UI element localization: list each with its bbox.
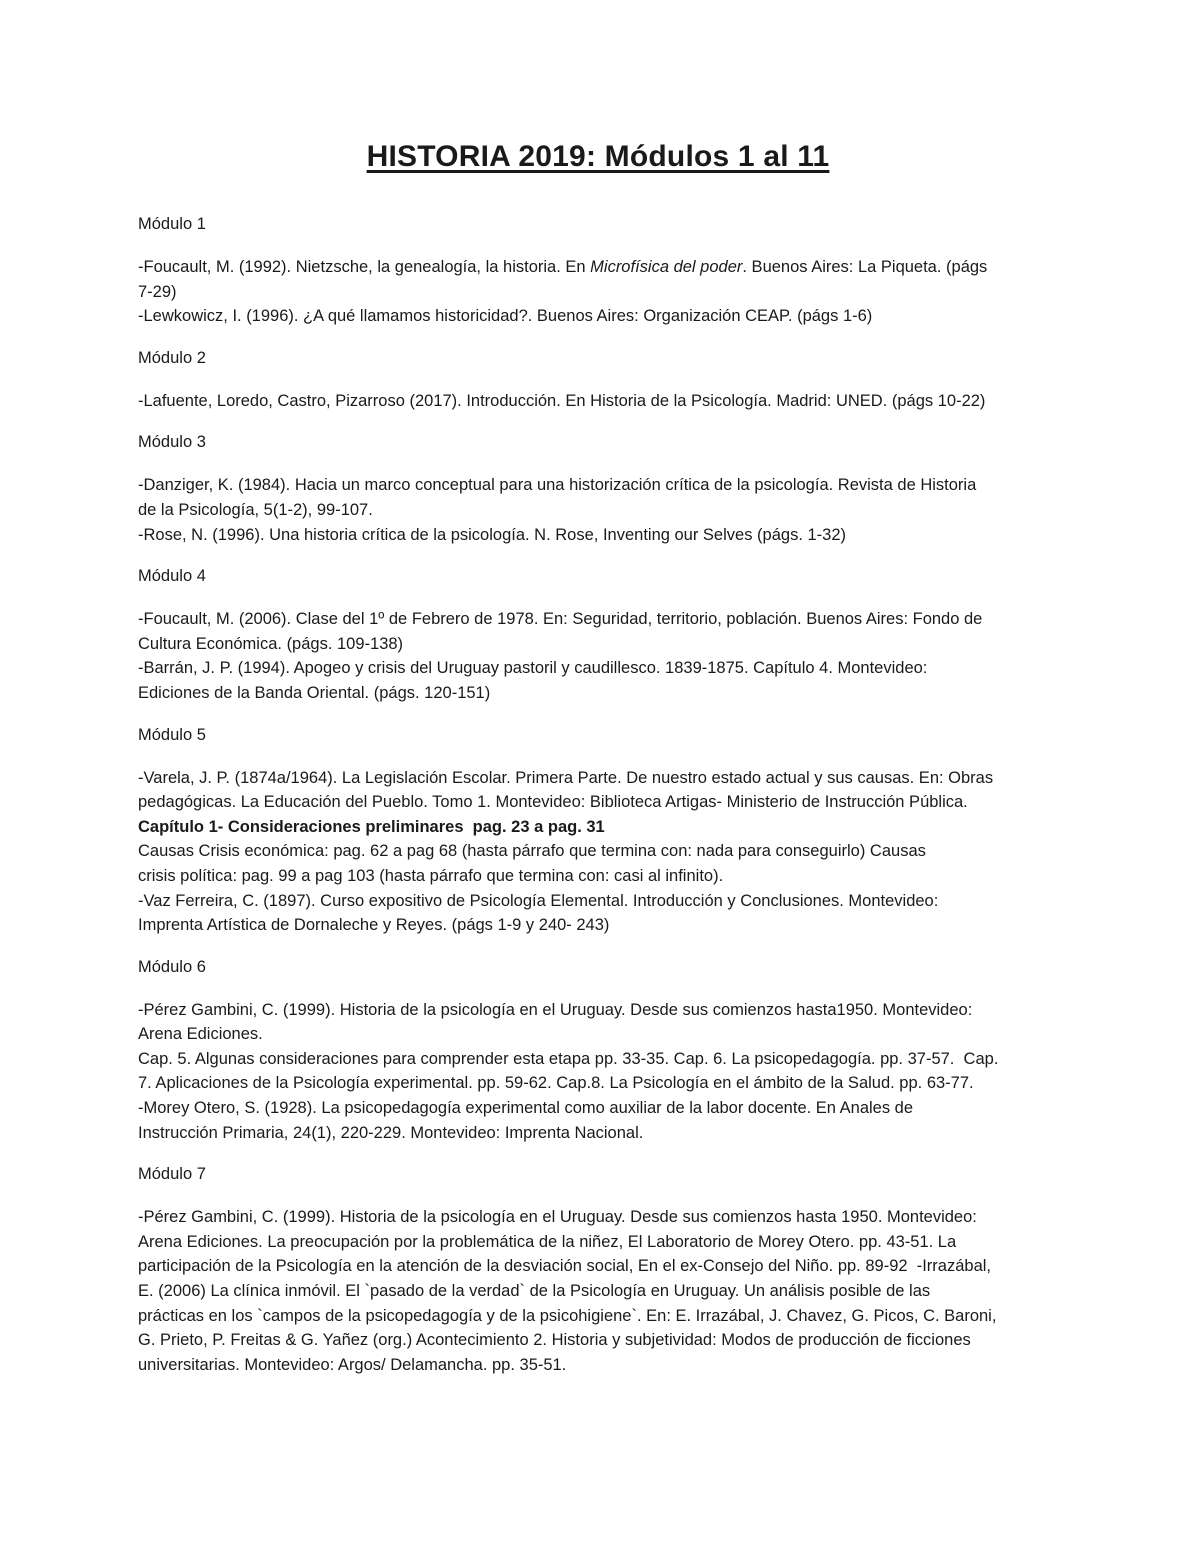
module-section <box>138 955 1058 1146</box>
reference-line <box>138 523 1058 548</box>
reference-text: -Vaz Ferreira, C. (1897). Curso expositivo de Psicología Elemental. Introducción y Conclusiones. Montevideo: <box>138 891 939 910</box>
reference-text: 7-29) <box>138 282 177 301</box>
reference-line <box>138 1353 1058 1378</box>
reference-line <box>138 656 1058 681</box>
reference-text: -Morey Otero, S. (1928). La psicopedagogía experimental como auxiliar de la labor docente. En Anales de <box>138 1099 914 1118</box>
reference-line <box>138 1230 1058 1255</box>
reference-text: -Pérez Gambini, C. (1999). Historia de la psicología en el Uruguay. Desde sus comienzos hasta1950. Montevideo: <box>138 1000 973 1019</box>
reference-list <box>138 389 1058 414</box>
module-heading: Módulo 7 <box>138 1165 206 1184</box>
reference-line <box>138 790 1058 815</box>
reference-list <box>138 473 1058 547</box>
book-title: Microfísica del poder <box>590 258 743 276</box>
module-heading: Módulo 6 <box>138 957 206 976</box>
reference-line <box>138 766 1058 791</box>
reference-line <box>138 1047 1058 1072</box>
reference-text: -Varela, J. P. (1874a/1964). La Legislación Escolar. Primera Parte. De nuestro estado actual y sus causas. En: Obras <box>138 768 994 787</box>
document-title: HISTORIA 2019: Módulos 1 al 11 <box>366 140 830 173</box>
module-section <box>138 430 1058 547</box>
reference-line <box>138 1022 1058 1047</box>
reference-text: 7. Aplicaciones de la Psicología experimental. pp. 59-62. Cap.8. La Psicología en el ámbito de la Salud. pp. 63-77. <box>138 1074 974 1093</box>
reference-text: -Foucault, M. (1992). Nietzsche, la genealogía, la historia. En <box>138 258 591 276</box>
reference-text: Cap. 5. Algunas consideraciones para comprender esta etapa pp. 33-35. Cap. 6. La psicopedagogía. pp. 37-57. Cap. <box>138 1049 999 1068</box>
reference-line <box>138 1279 1058 1304</box>
document-page <box>138 140 1058 1394</box>
reference-line <box>138 632 1058 657</box>
reference-line <box>138 1328 1058 1353</box>
reference-line <box>138 1121 1058 1146</box>
reference-line <box>138 1254 1058 1279</box>
reference-line <box>138 864 1058 889</box>
reference-text: E. (2006) La clínica inmóvil. El `pasado de la verdad` de la Psicología en Uruguay. Un análisis posible de las <box>138 1282 931 1301</box>
reference-line <box>138 1205 1058 1230</box>
reference-text: -Lewkowicz, I. (1996). ¿A qué llamamos historicidad?. Buenos Aires: Organización CEAP. (págs 1-6) <box>138 307 873 326</box>
reference-text: universitarias. Montevideo: Argos/ Delamancha. pp. 35-51. <box>138 1355 567 1374</box>
reference-list <box>138 1205 1058 1377</box>
reference-text: Causas Crisis económica: pag. 62 a pag 68 (hasta párrafo que termina con: nada para conseguirlo) Causas <box>138 842 926 861</box>
reference-text: Arena Ediciones. <box>138 1025 263 1044</box>
reference-line <box>138 389 1058 414</box>
module-section <box>138 723 1058 938</box>
reference-list <box>138 998 1058 1146</box>
module-heading: Módulo 1 <box>138 215 206 233</box>
reference-text: -Lafuente, Loredo, Castro, Pizarroso (2017). Introducción. En Historia de la Psicología. Madrid: UNED. (págs 10-22) <box>138 391 986 410</box>
reference-line <box>138 998 1058 1023</box>
reference-list <box>138 255 1058 329</box>
module-heading: Módulo 2 <box>138 348 206 367</box>
reference-text: . Buenos Aires: La Piqueta. (págs <box>742 258 988 276</box>
module-section <box>138 346 1058 414</box>
reference-text: Capítulo 1- Consideraciones preliminares pag. 23 a pag. 31 <box>138 817 605 836</box>
module-section <box>138 564 1058 705</box>
reference-line <box>138 913 1058 938</box>
reference-line <box>138 304 1058 329</box>
reference-text: Ediciones de la Banda Oriental. (págs. 120-151) <box>138 683 491 702</box>
reference-line <box>138 889 1058 914</box>
reference-line <box>138 498 1058 523</box>
module-list <box>138 212 1058 1377</box>
reference-text: prácticas en los `campos de la psicopedagogía y de la psicohigiene`. En: E. Irrazábal, J. Chavez, G. Picos, C. Baroni, <box>138 1306 997 1325</box>
reference-text: Imprenta Artística de Dornaleche y Reyes. (págs 1-9 y 240- 243) <box>138 916 610 935</box>
module-heading: Módulo 3 <box>138 433 206 452</box>
reference-line <box>138 681 1058 706</box>
module-heading: Módulo 5 <box>138 725 206 744</box>
reference-text: G. Prieto, P. Freitas & G. Yañez (org.) Acontecimiento 2. Historia y subjetividad: Modos de producción de ficciones <box>138 1331 971 1350</box>
reference-line <box>138 1071 1058 1096</box>
reference-text: crisis política: pag. 99 a pag 103 (hasta párrafo que termina con: casi al infinito). <box>138 866 724 885</box>
reference-line <box>138 1304 1058 1329</box>
reference-line <box>138 255 1058 280</box>
reference-text: -Barrán, J. P. (1994). Apogeo y crisis del Uruguay pastoril y caudillesco. 1839-1875. Capítulo 4. Montevideo: <box>138 659 928 678</box>
reference-line <box>138 815 1058 840</box>
reference-text: de la Psicología, 5(1-2), 99-107. <box>138 500 373 519</box>
reference-text: -Foucault, M. (2006). Clase del 1º de Febrero de 1978. En: Seguridad, territorio, población. Buenos Aires: Fondo de <box>138 610 983 629</box>
reference-text: Cultura Económica. (págs. 109-138) <box>138 634 404 653</box>
reference-text: pedagógicas. La Educación del Pueblo. Tomo 1. Montevideo: Biblioteca Artigas- Ministerio de Instrucción Pública. <box>138 793 968 812</box>
reference-text: Arena Ediciones. La preocupación por la problemática de la niñez, El Laboratorio de Morey Otero. pp. 43-51. La <box>138 1232 957 1251</box>
reference-line <box>138 839 1058 864</box>
module-section <box>138 1162 1058 1377</box>
reference-list <box>138 766 1058 938</box>
reference-text: -Rose, N. (1996). Una historia crítica de la psicología. N. Rose, Inventing our Selves (págs. 1-32) <box>138 525 847 544</box>
reference-text: participación de la Psicología en la atención de la desviación social, En el ex-Consejo del Niño. pp. 89-92 -Irrazábal, <box>138 1257 991 1276</box>
reference-line <box>138 1096 1058 1121</box>
reference-text: -Pérez Gambini, C. (1999). Historia de la psicología en el Uruguay. Desde sus comienzos hasta 1950. Montevideo: <box>138 1208 977 1227</box>
module-heading: Módulo 4 <box>138 567 206 586</box>
reference-text: -Danziger, K. (1984). Hacia un marco conceptual para una historización crítica de la psicología. Revista de Historia <box>138 476 977 495</box>
module-section <box>138 212 1058 329</box>
reference-list <box>138 607 1058 705</box>
reference-text: Instrucción Primaria, 24(1), 220-229. Montevideo: Imprenta Nacional. <box>138 1123 644 1142</box>
reference-line <box>138 280 1058 305</box>
reference-line <box>138 607 1058 632</box>
reference-line <box>138 473 1058 498</box>
